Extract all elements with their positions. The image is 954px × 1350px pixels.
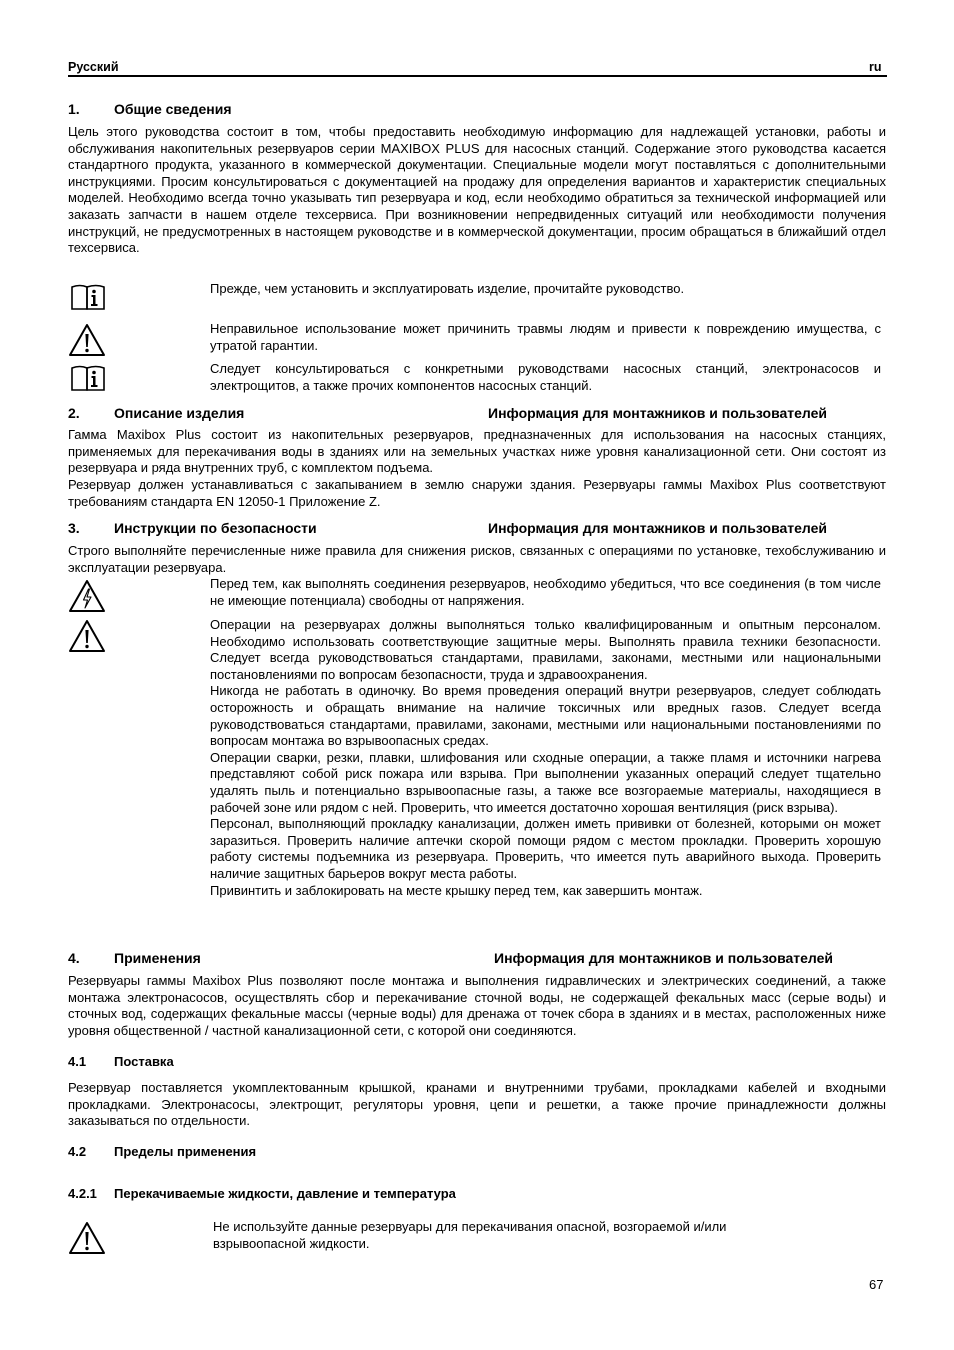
safety-warnings <box>210 617 881 899</box>
hazardous-liquid-warning: Не используйте данные резервуары для перекачивания опасной, возгораемой и/или взрывоопасной жидкости. <box>213 1219 727 1251</box>
section-title: Инструкции по безопасности <box>114 520 317 536</box>
header-rule <box>68 75 887 77</box>
section-audience: Информация для монтажников и пользователей <box>494 950 834 966</box>
section-2-paragraph-2: Резервуар должен устанавливаться с закапыванием в землю снаружи здания. Резервуары гаммы Maxibox Plus соответствуют требованиям стандарта EN 12050-1 Приложение Z. <box>68 477 886 509</box>
warning-triangle-icon <box>68 1221 106 1255</box>
subsection-number: 4.2 <box>68 1144 87 1159</box>
section-number: 4. <box>68 950 80 966</box>
section-title: Применения <box>114 950 201 966</box>
section-3-heading <box>68 520 887 538</box>
note-consult-manuals: Следует консультироваться с конкретными руководствами насосных станций, электронасосов и электрощитов, а также прочих компонентов насосных станций. <box>210 361 881 393</box>
warning-triangle-icon <box>68 619 106 653</box>
safety-warning-fire-explosion: Операции сварки, резки, плавки, шлифования или сходные операции, а также пламя и источники нагрева представляют собой риск пожара или взрыва. При выполнении указанных операций следует тщательно удалять пыль и потенциально взрывоопасные газы, а также все возгораемые материалы, находящиеся в рабочей зоне или рядом с ней. Проверить, что имеется достаточно хорошая вентиляция (риск взрыва). <box>210 749 881 815</box>
header-language-code: ru <box>869 60 882 74</box>
subsection-title: Поставка <box>114 1054 174 1069</box>
warning-triangle-icon <box>68 323 106 357</box>
section-audience: Информация для монтажников и пользователей <box>488 405 828 421</box>
subsection-title: Пределы применения <box>114 1144 257 1159</box>
subsection-number: 4.1 <box>68 1054 87 1069</box>
safety-warning-vaccination: Персонал, выполняющий прокладку канализации, должен иметь прививки от болезней, которыми он может заразиться. Проверить наличие аптечки скорой помощи рядом с местом прокладки. Проверить хорошую работу системы подъемника из резервуара. Проверить, что имеется путь аварийного выхода. Проверить наличие защитных барьеров вокруг места работы. <box>210 816 881 881</box>
subsection-4-2-1-heading <box>68 1186 887 1203</box>
section-title: Общие сведения <box>114 101 232 117</box>
safety-warning-never-alone: Никогда не работать в одиночку. Во время проведения операций внутри резервуаров, следует соблюдать осторожность и обращать внимание на наличие токсичных или вредных газов. Следует всегда руководствоваться стандартами, правилами, законами, местными или национальными постановлениями по вопросам монтажа во взрывоопасных средах. <box>210 683 881 749</box>
section-4-heading <box>68 950 887 968</box>
section-audience: Информация для монтажников и пользователей <box>488 520 828 536</box>
section-number: 2. <box>68 405 80 421</box>
safety-warning-lid: Привинтить и заблокировать на месте крышку перед тем, как завершить монтаж. <box>210 882 703 898</box>
read-manual-icon <box>70 283 106 311</box>
section-title: Описание изделия <box>114 405 245 421</box>
section-1-heading <box>68 101 887 119</box>
section-3-intro: Строго выполняйте перечисленные ниже правила для снижения рисков, связанных с операциями по установке, техобслуживанию и эксплуатации резервуара. <box>68 543 886 575</box>
subsection-4-2-heading <box>68 1144 887 1161</box>
electric-warning-text: Перед тем, как выполнять соединения резервуаров, необходимо убедиться, что все соединения (в том числе не имеющие потенциала) свободны от напряжения. <box>210 576 881 608</box>
section-4-paragraph: Резервуары гаммы Maxibox Plus позволяют после монтажа и выполнения гидравлических и электрических соединений, а также монтажа электронасосов, осуществлять сбор и перекачивание сточной воды, не содержащей фекальных масс (серые воды) и сточных вод, содержащих фекальные массы (черные воды) для дренажа от точек сбора в зданиях и в местах, расположенных ниже уровня общественной / частной канализационной сети, с которой они соединяются. <box>68 973 886 1038</box>
section-2-paragraph-1: Гамма Maxibox Plus состоит из накопительных резервуаров, предназначенных для использования на насосных станциях, применяемых для перекачивания воды в зданиях или на земельных участках ниже уровня канализационной сети. Они состоят из резервуара и ряда внутренних труб, с комплектом подъема. <box>68 427 886 476</box>
safety-warning-qualified-personnel: Операции на резервуарах должны выполняться только квалифицированным и опытным персоналом. Необходимо использовать соответствующие защитные меры. Выполнять правила техники безопасности. Следует всегда руководствоваться стандартами, правилами, законами, местными или национальными постановлениями по вопросам безопасности, труда и здравоохранения. <box>210 617 881 682</box>
subsection-4-1-heading <box>68 1054 887 1071</box>
subsection-number: 4.2.1 <box>68 1186 97 1201</box>
subsection-4-1-paragraph: Резервуар поставляется укомплектованным крышкой, кранами и внутренними трубами, прокладками кабелей и входными прокладками. Электронасосы, электрощит, регуляторы уровня, цепи и решетки, а также прочие принадлежности должны заказываться по отдельности. <box>68 1080 886 1129</box>
section-1-paragraph: Цель этого руководства состоит в том, чтобы предоставить необходимую информацию для надлежащей установки, работы и обслуживания накопительных резервуаров серии MAXIBOX PLUS для насосных станций. Содержание этого руководства касается стандартного продукта, указанного в коммерческой документации. Специальные модели могут поставляться с дополнительными инструкциями. Просим консультироваться с документацией на продажу для определения вариантов и характеристик специальных моделей. Необходимо всегда точно указывать тип резервуара и код, если необходимо обратиться за технической информацией или заказать запчасти в нашем отделе техсервиса. При возникновении непредвиденных ситуаций или необходимости получения инструкций, не предусмотренных в настоящем руководстве и в коммерческой документации, просим обращаться в ближайший отдел техсервиса. <box>68 124 886 256</box>
subsection-title: Перекачиваемые жидкости, давление и температура <box>114 1186 456 1201</box>
page-number: 67 <box>869 1277 884 1292</box>
header-language: Русский <box>68 60 119 74</box>
electric-hazard-icon <box>68 579 106 613</box>
note-read-manual: Прежде, чем установить и эксплуатировать изделие, прочитайте руководство. <box>210 281 685 296</box>
read-manual-icon <box>70 364 106 392</box>
section-number: 1. <box>68 101 80 117</box>
note-misuse-warning: Неправильное использование может причинить травмы людям и привести к повреждению имущества, с утратой гарантии. <box>210 321 881 353</box>
section-2-heading <box>68 405 887 423</box>
section-number: 3. <box>68 520 80 536</box>
